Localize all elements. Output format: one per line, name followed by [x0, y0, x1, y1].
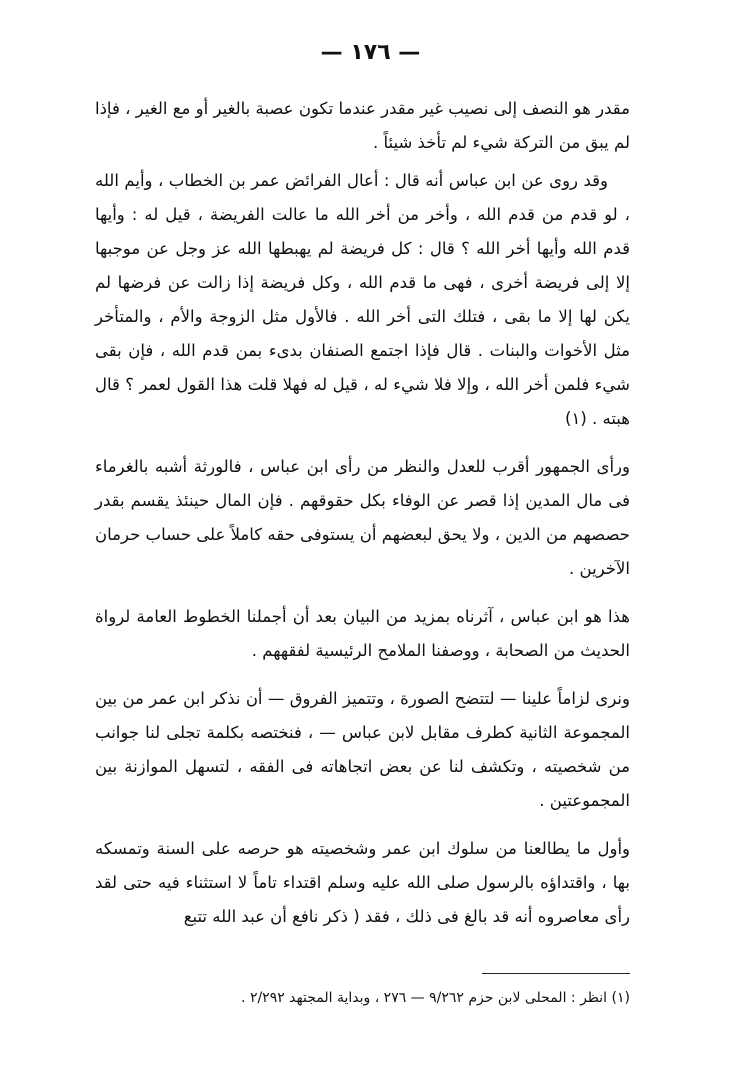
- footnote: (١) انظر : المحلى لابن حزم ٩/٢٦٢ — ٢٧٦ ، وبداية المجتهد ٢/٢٩٢ .: [241, 990, 630, 1006]
- paragraph-ibn-abbas-quote: وقد روى عن ابن عباس أنه قال : أعال الفرائض عمر بن الخطاب ، وأيم الله ، لو قدم من قدم الله ، وأخر من أخر الله ما عالت الفريضة ، قيل له : وأيها قدم الله وأيها أخر الله ؟ قال : كل فريضة لم يهبطها الله عز وجل عن موجبها إلا إلى فريضة أخرى ، فهى ما قدم الله ، وكل فريضة إذا زالت عن فرضها لم يكن لها إلا ما بقى ، فتلك التى أخر الله . فالأول مثل الزوجة والأم ، والمتأخر مثل الأخوات والبنات . قال فإذا اجتمع الصنفان بدىء بمن قدم الله ، فإن بقى شيء فلمن أخر الله ، وإلا فلا شيء له ، قيل له فهلا قلت هذا القول لعمر ؟ قال هبته . (١): [95, 171, 630, 428]
- footnote-divider: [482, 973, 630, 974]
- paragraph-summary: هذا هو ابن عباس ، آثرناه بمزيد من البيان بعد أن أجملنا الخطوط العامة لرواة الحديث من الصحابة ، ووصفنا الملامح الرئيسية لفقههم .: [95, 607, 630, 660]
- main-text: [95, 92, 630, 948]
- paragraph-ibn-umar-sunnah: وأول ما يطالعنا من سلوك ابن عمر وشخصيته هو حرصه على السنة وتمسكه بها ، واقتداؤه بالرسول صلى الله عليه وسلم اقتداء تاماً لا استثناء فيه حتى لقد رأى معاصروه أنه قد بالغ فى ذلك ، فقد ( ذكر نافع أن عبد الله تتبع: [95, 839, 630, 926]
- page-number: — ١٧٦ —: [320, 40, 421, 65]
- paragraph-ibn-umar-intro: ونرى لزاماً علينا — لتتضح الصورة ، وتتميز الفروق — أن نذكر ابن عمر من بين المجموعة الثانية كطرف مقابل لابن عباس — ، فنختصه بكلمة تجلى لنا جوانب من شخصيته ، وتكشف لنا عن بعض اتجاهاته فى الفقه ، لتسهل الموازنة بين المجموعتين .: [95, 689, 630, 810]
- paragraph-majority-view: ورأى الجمهور أقرب للعدل والنظر من رأى ابن عباس ، فالورثة أشبه بالغرماء فى مال المدين إذا قصر عن الوفاء بكل حقوقهم . فإن المال حينئذ يقسم بقدر حصصهم من الدين ، ولا يحق لبعضهم أن يستوفى حقه كاملاً على حساب حرمان الآخرين .: [95, 457, 630, 578]
- paragraph-continuation: مقدر هو النصف إلى نصيب غير مقدر عندما تكون عصبة بالغير أو مع الغير ، فإذا لم يبق من التركة شيء لم تأخذ شيئاً .: [95, 99, 630, 152]
